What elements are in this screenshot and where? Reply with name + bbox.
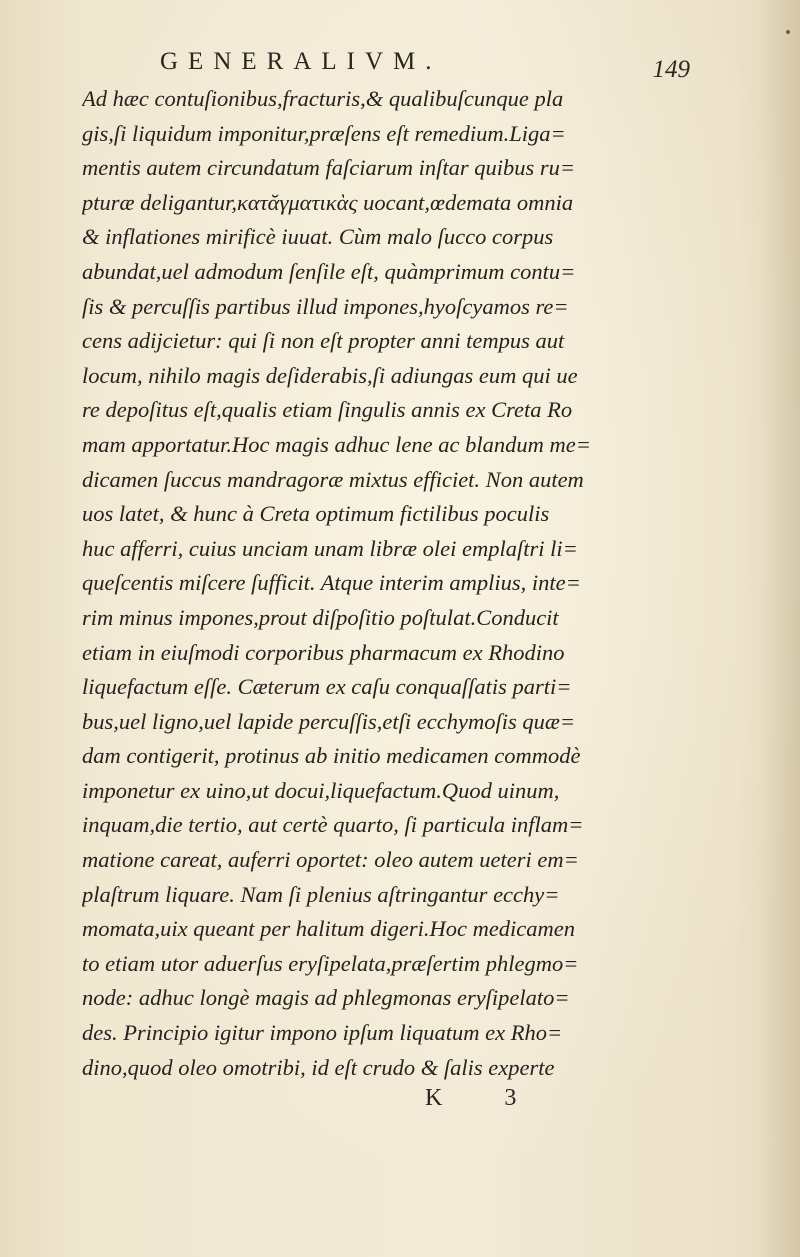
page-footer [425, 1085, 585, 1119]
text-line: dam contigerit, protinus ab initio medicamen commodè [82, 743, 581, 769]
text-line: ſis & percuſſis partibus illud impones,hyoſcyamos re= [82, 293, 569, 319]
text-line: liquefactum eſſe. Cæterum ex caſu conquaſſatis parti= [82, 674, 572, 700]
text-line: locum, nihilo magis deſiderabis,ſi adiungas eum qui ue [82, 362, 578, 388]
text-line: rim minus impones,prout diſpoſitio poſtulat.Conducit [82, 604, 559, 630]
text-line: gis,ſi liquidum imponitur,præſens eſt remedium.Liga= [82, 120, 566, 146]
text-line: imponetur ex uino,ut docui,liquefactum.Quod uinum, [82, 777, 560, 803]
text-line: & inflationes mirificè iuuat. Cùm malo ſucco corpus [82, 224, 554, 250]
text-line: re depoſitus eſt,qualis etiam ſingulis annis ex Creta Ro [82, 397, 573, 423]
text-line: matione careat, auferri oportet: oleo autem ueteri em= [82, 847, 579, 873]
page-number: 149 [652, 56, 690, 83]
text-line: uos latet, & hunc à Creta optimum fictilibus poculis [82, 501, 550, 527]
text-line: etiam in eiuſmodi corporibus pharmacum ex Rhodino [82, 639, 565, 665]
text-line: to etiam utor aduerſus eryſipelata,præſertim phlegmo= [82, 950, 579, 976]
text-line: momata,uix queant per halitum digeri.Hoc medicamen [82, 916, 576, 942]
text-line: inquam,die tertio, aut certè quarto, ſi particula inflam= [82, 812, 584, 838]
text-line: bus,uel ligno,uel lapide percuſſis,etſi ecchymoſis quæ= [82, 708, 576, 734]
text-line: Ad hæc contuſionibus,fracturis,& qualibuſcunque pla [82, 86, 564, 111]
signature-mark: K 3 [425, 1085, 545, 1111]
text-line: dicamen ſuccus mandragoræ mixtus efficiet. Non autem [82, 466, 584, 492]
ink-speck [786, 30, 790, 34]
text-line: des. Principio igitur impono ipſum liquatum ex Rho= [82, 1020, 563, 1046]
text-line: abundat,uel admodum ſenſile eſt, quàmprimum contu= [82, 258, 576, 284]
text-line: cens adijcietur: qui ſi non eſt propter anni tempus aut [82, 328, 565, 354]
running-title: GENERALIVM. [160, 48, 442, 75]
text-line: huc afferri, cuius unciam unam libræ olei emplaſtri li= [82, 535, 578, 561]
text-line: mentis autem circundatum faſciarum inſtar quibus ru= [82, 155, 576, 181]
text-line: node: adhuc longè magis ad phlegmonas eryſipelato= [82, 985, 570, 1011]
text-line: dino,quod oleo omotribi, id eſt crudo & ſalis experte [82, 1054, 555, 1080]
body-text [82, 82, 657, 1085]
text-line: queſcentis miſcere ſufficit. Atque interim amplius, inte= [82, 570, 581, 596]
text-line: plaſtrum liquare. Nam ſi plenius aſtringantur ecchy= [82, 881, 560, 907]
text-line: pturæ deligantur,κατᾰγματικὰς uocant,œdemata omnia [82, 189, 574, 215]
text-line: mam apportatur.Hoc magis adhuc lene ac blandum me= [82, 431, 591, 457]
page-edge-shadow [760, 0, 800, 1257]
